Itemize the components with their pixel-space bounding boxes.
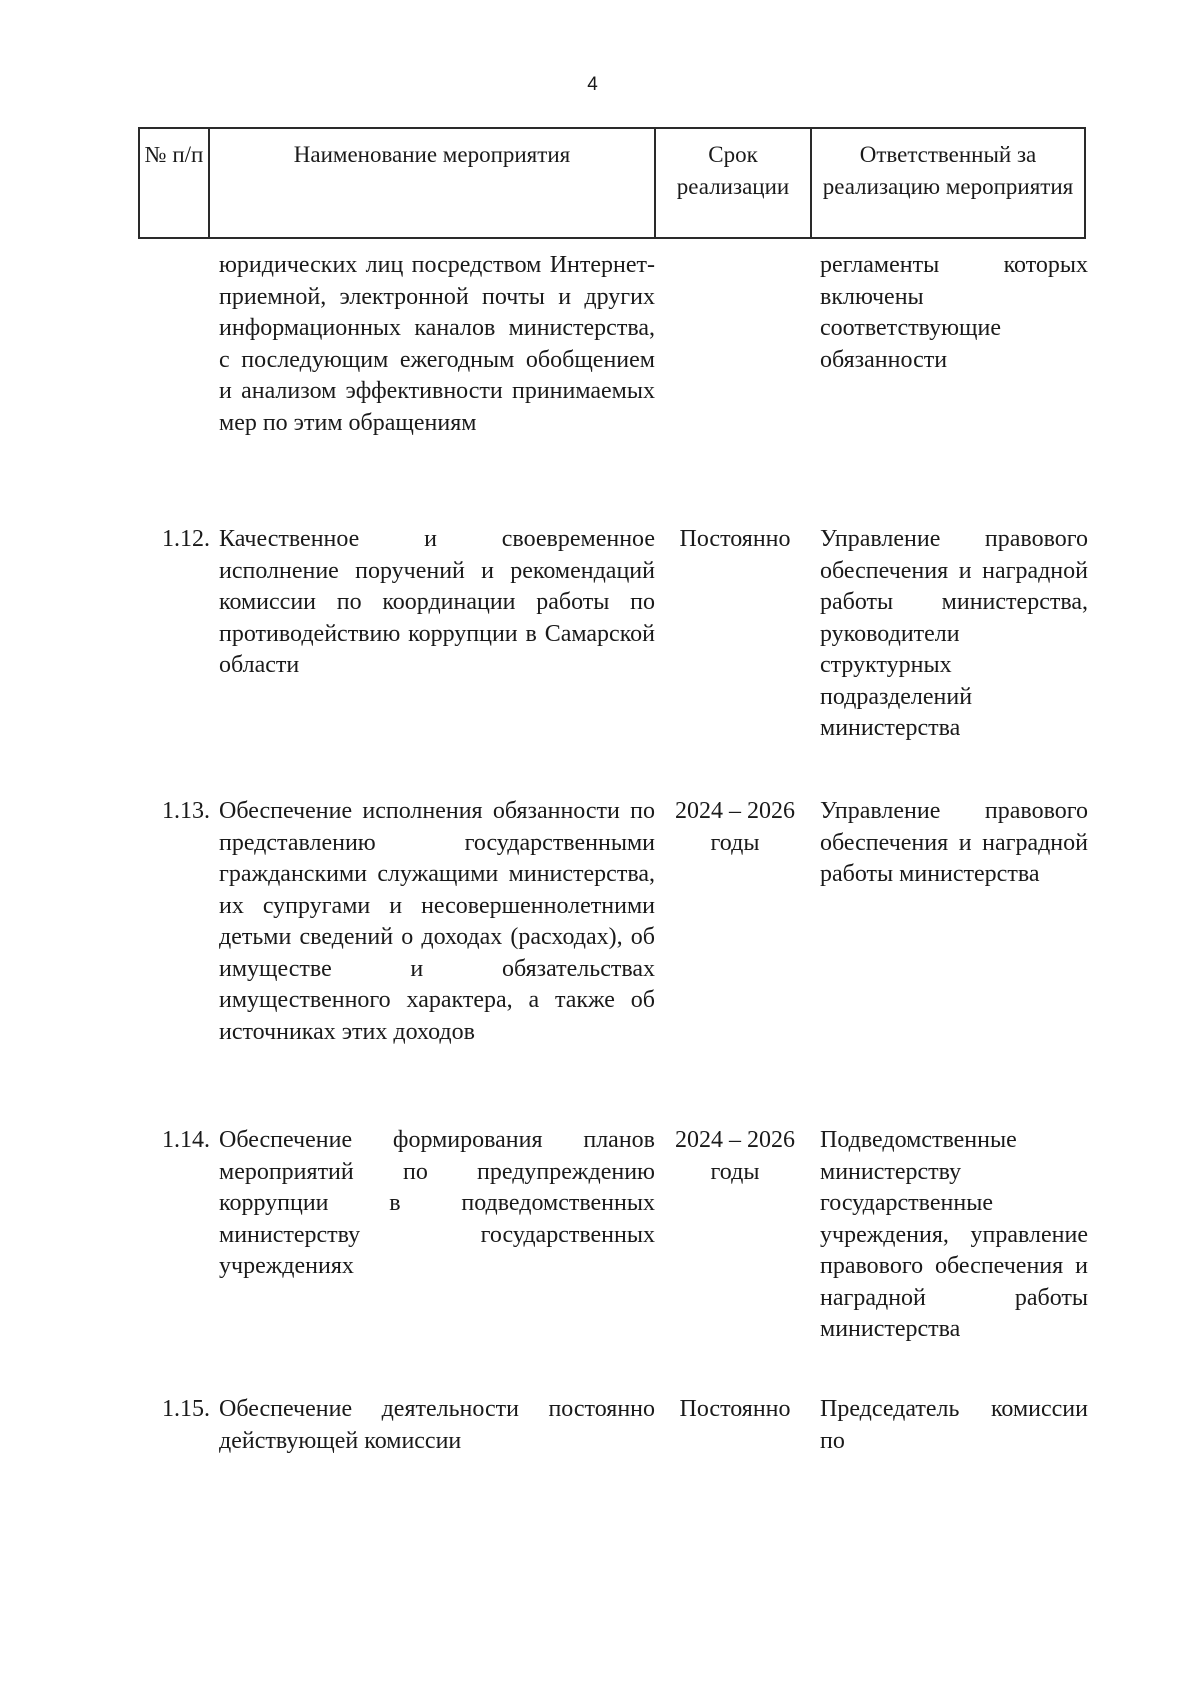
- row-name: юридических лиц посредством Интернет-приемной, электронной почты и других информационных каналов министерства, с последующим ежегодным обобщением и анализом эффективности принимаемых мер по этим обращениям: [219, 252, 655, 436]
- row-term: Постоянно: [679, 1396, 791, 1422]
- header-responsible: Ответственный за реализацию мероприятия: [822, 142, 1074, 199]
- row-term: 2024 – 2026 годы: [675, 798, 795, 856]
- table-header: [138, 127, 1086, 239]
- page-number: 4: [587, 74, 598, 95]
- row-name: Качественное и своевременное исполнение поручений и рекомендаций комиссии по координации работы по противодействию коррупции в Самарской области: [219, 526, 655, 678]
- row-term: 2024 – 2026 годы: [675, 1127, 795, 1185]
- row-responsible: регламенты которых включены соответствующие обязанности: [820, 252, 1088, 373]
- row-responsible: Управление правового обеспечения и наградной работы министерства, руководители структурных подразделений министерства: [820, 526, 1088, 741]
- row-name: Обеспечение деятельности постоянно действующей комиссии: [219, 1396, 655, 1454]
- header-term: Срок реализации: [656, 129, 812, 237]
- row-number: 1.14.: [162, 1127, 210, 1153]
- row-responsible: Председатель комиссии по: [820, 1396, 1088, 1454]
- row-name: Обеспечение формирования планов мероприятий по предупреждению коррупции в подведомственных министерству государственных учреждениях: [219, 1127, 655, 1279]
- header-num: № п/п: [140, 129, 210, 237]
- row-number: 1.15.: [162, 1396, 210, 1422]
- row-name: Обеспечение исполнения обязанности по представлению государственными гражданскими служащими министерства, их супругами и несовершеннолетними детьми сведений о доходах (расходах), об имуществе и обязательствах имущественного характера, а также об источниках этих доходов: [219, 798, 655, 1045]
- header-name: Наименование мероприятия: [210, 129, 656, 237]
- row-number: 1.12.: [162, 526, 210, 552]
- row-term: Постоянно: [679, 526, 791, 552]
- row-responsible: Подведомственные министерству государственные учреждения, управление правового обеспечения и наградной работы министерства: [820, 1127, 1088, 1342]
- row-responsible: Управление правового обеспечения и наградной работы министерства: [820, 798, 1088, 887]
- row-number: 1.13.: [162, 798, 210, 824]
